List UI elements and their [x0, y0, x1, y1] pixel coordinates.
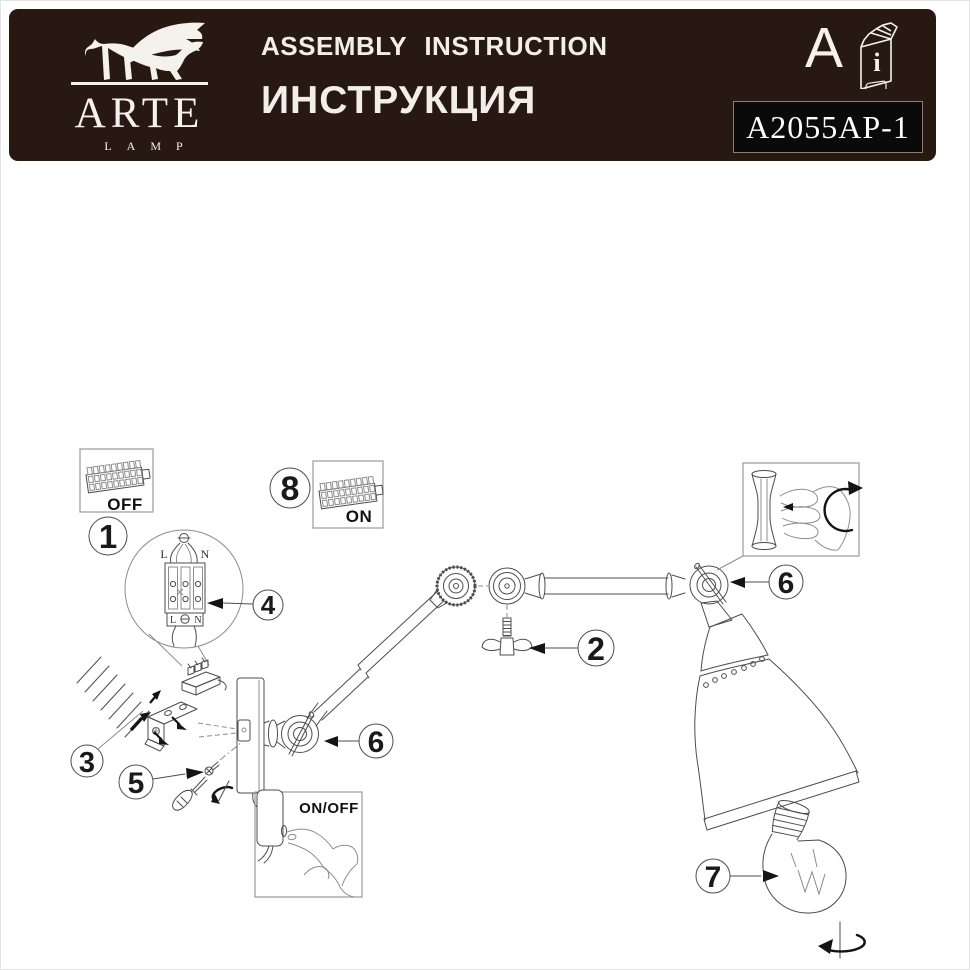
- title-english: ASSEMBLY INSTRUCTION: [261, 31, 608, 61]
- brand-name: ARTE: [74, 90, 205, 137]
- on-label: ON: [345, 507, 373, 526]
- fixing-screw-group: [153, 742, 242, 810]
- breaker-off-panel: [80, 449, 153, 514]
- svg-text:L: L: [169, 615, 177, 626]
- callout-6-wall: [359, 724, 393, 759]
- svg-text:3: 3: [78, 747, 96, 779]
- model-badge: A2055AP-1: [733, 101, 923, 153]
- wall-plate: [237, 678, 264, 807]
- detail-leader-line: [149, 634, 182, 666]
- terminal-bottom-label: [167, 613, 203, 626]
- title-russian: ИНСТРУКЦИЯ: [261, 79, 537, 122]
- arrow-to-wall-joint: [324, 736, 338, 747]
- wall-terminal-block: [182, 658, 226, 695]
- svg-text:7: 7: [704, 861, 722, 894]
- wing-screw: [482, 618, 532, 655]
- svg-text:6: 6: [777, 567, 795, 600]
- onoff-label: ON/OFF: [299, 800, 359, 817]
- light-bulb: [730, 798, 865, 958]
- wall-joint: [264, 711, 359, 756]
- screwdriver: [173, 777, 207, 810]
- rotate-arrow-c: [825, 489, 852, 531]
- booklet-i-glyph: i: [873, 48, 881, 77]
- callout-7: [696, 859, 730, 894]
- wire-live-label: L: [160, 547, 168, 561]
- wiring-detail: [125, 530, 253, 666]
- filament: [798, 870, 825, 894]
- svg-text:4: 4: [260, 590, 276, 620]
- callout-8: [270, 468, 310, 508]
- hand-gripping: [780, 487, 850, 551]
- callout-5: [119, 765, 153, 800]
- plate-screw-tab: [238, 720, 250, 741]
- assembly-diagram: [1, 1, 970, 970]
- mounting-bracket: [131, 690, 237, 751]
- breaker-on-panel: [313, 461, 384, 528]
- lamp-shade: [695, 601, 859, 830]
- callout-2: [578, 630, 614, 667]
- svg-text:6: 6: [367, 726, 385, 759]
- callout-4: [253, 590, 283, 620]
- knob-detail-panel: [717, 463, 863, 570]
- svg-text:N: N: [194, 615, 202, 626]
- elbow-joint: [437, 567, 578, 655]
- horizontal-arm: [545, 573, 685, 599]
- arrow-to-screw: [186, 768, 204, 779]
- terminal-block: [165, 563, 205, 613]
- brand-subtitle: LAMP: [104, 139, 198, 153]
- pressing-finger: [287, 829, 358, 897]
- doc-letter: A: [805, 16, 844, 80]
- arrow-to-bulb: [763, 870, 779, 882]
- svg-text:2: 2: [587, 631, 605, 667]
- wire-neutral-label: N: [200, 547, 210, 561]
- tightening-knob: [752, 471, 776, 550]
- lower-arm: [307, 584, 455, 726]
- callout-6-shade: [769, 565, 803, 600]
- alignment-dash: [198, 723, 237, 729]
- callout-1: [89, 517, 127, 555]
- off-label: OFF: [107, 495, 143, 514]
- shade-joint: [690, 562, 769, 604]
- arrow-to-terminal: [207, 598, 223, 609]
- svg-text:5: 5: [127, 767, 145, 800]
- svg-text:8: 8: [280, 470, 300, 508]
- arrow-to-shade-joint: [730, 577, 745, 588]
- onoff-detail-panel: [255, 790, 362, 897]
- cord-switch: [257, 790, 283, 846]
- wall-hatching: [77, 657, 149, 737]
- svg-text:1: 1: [98, 518, 118, 555]
